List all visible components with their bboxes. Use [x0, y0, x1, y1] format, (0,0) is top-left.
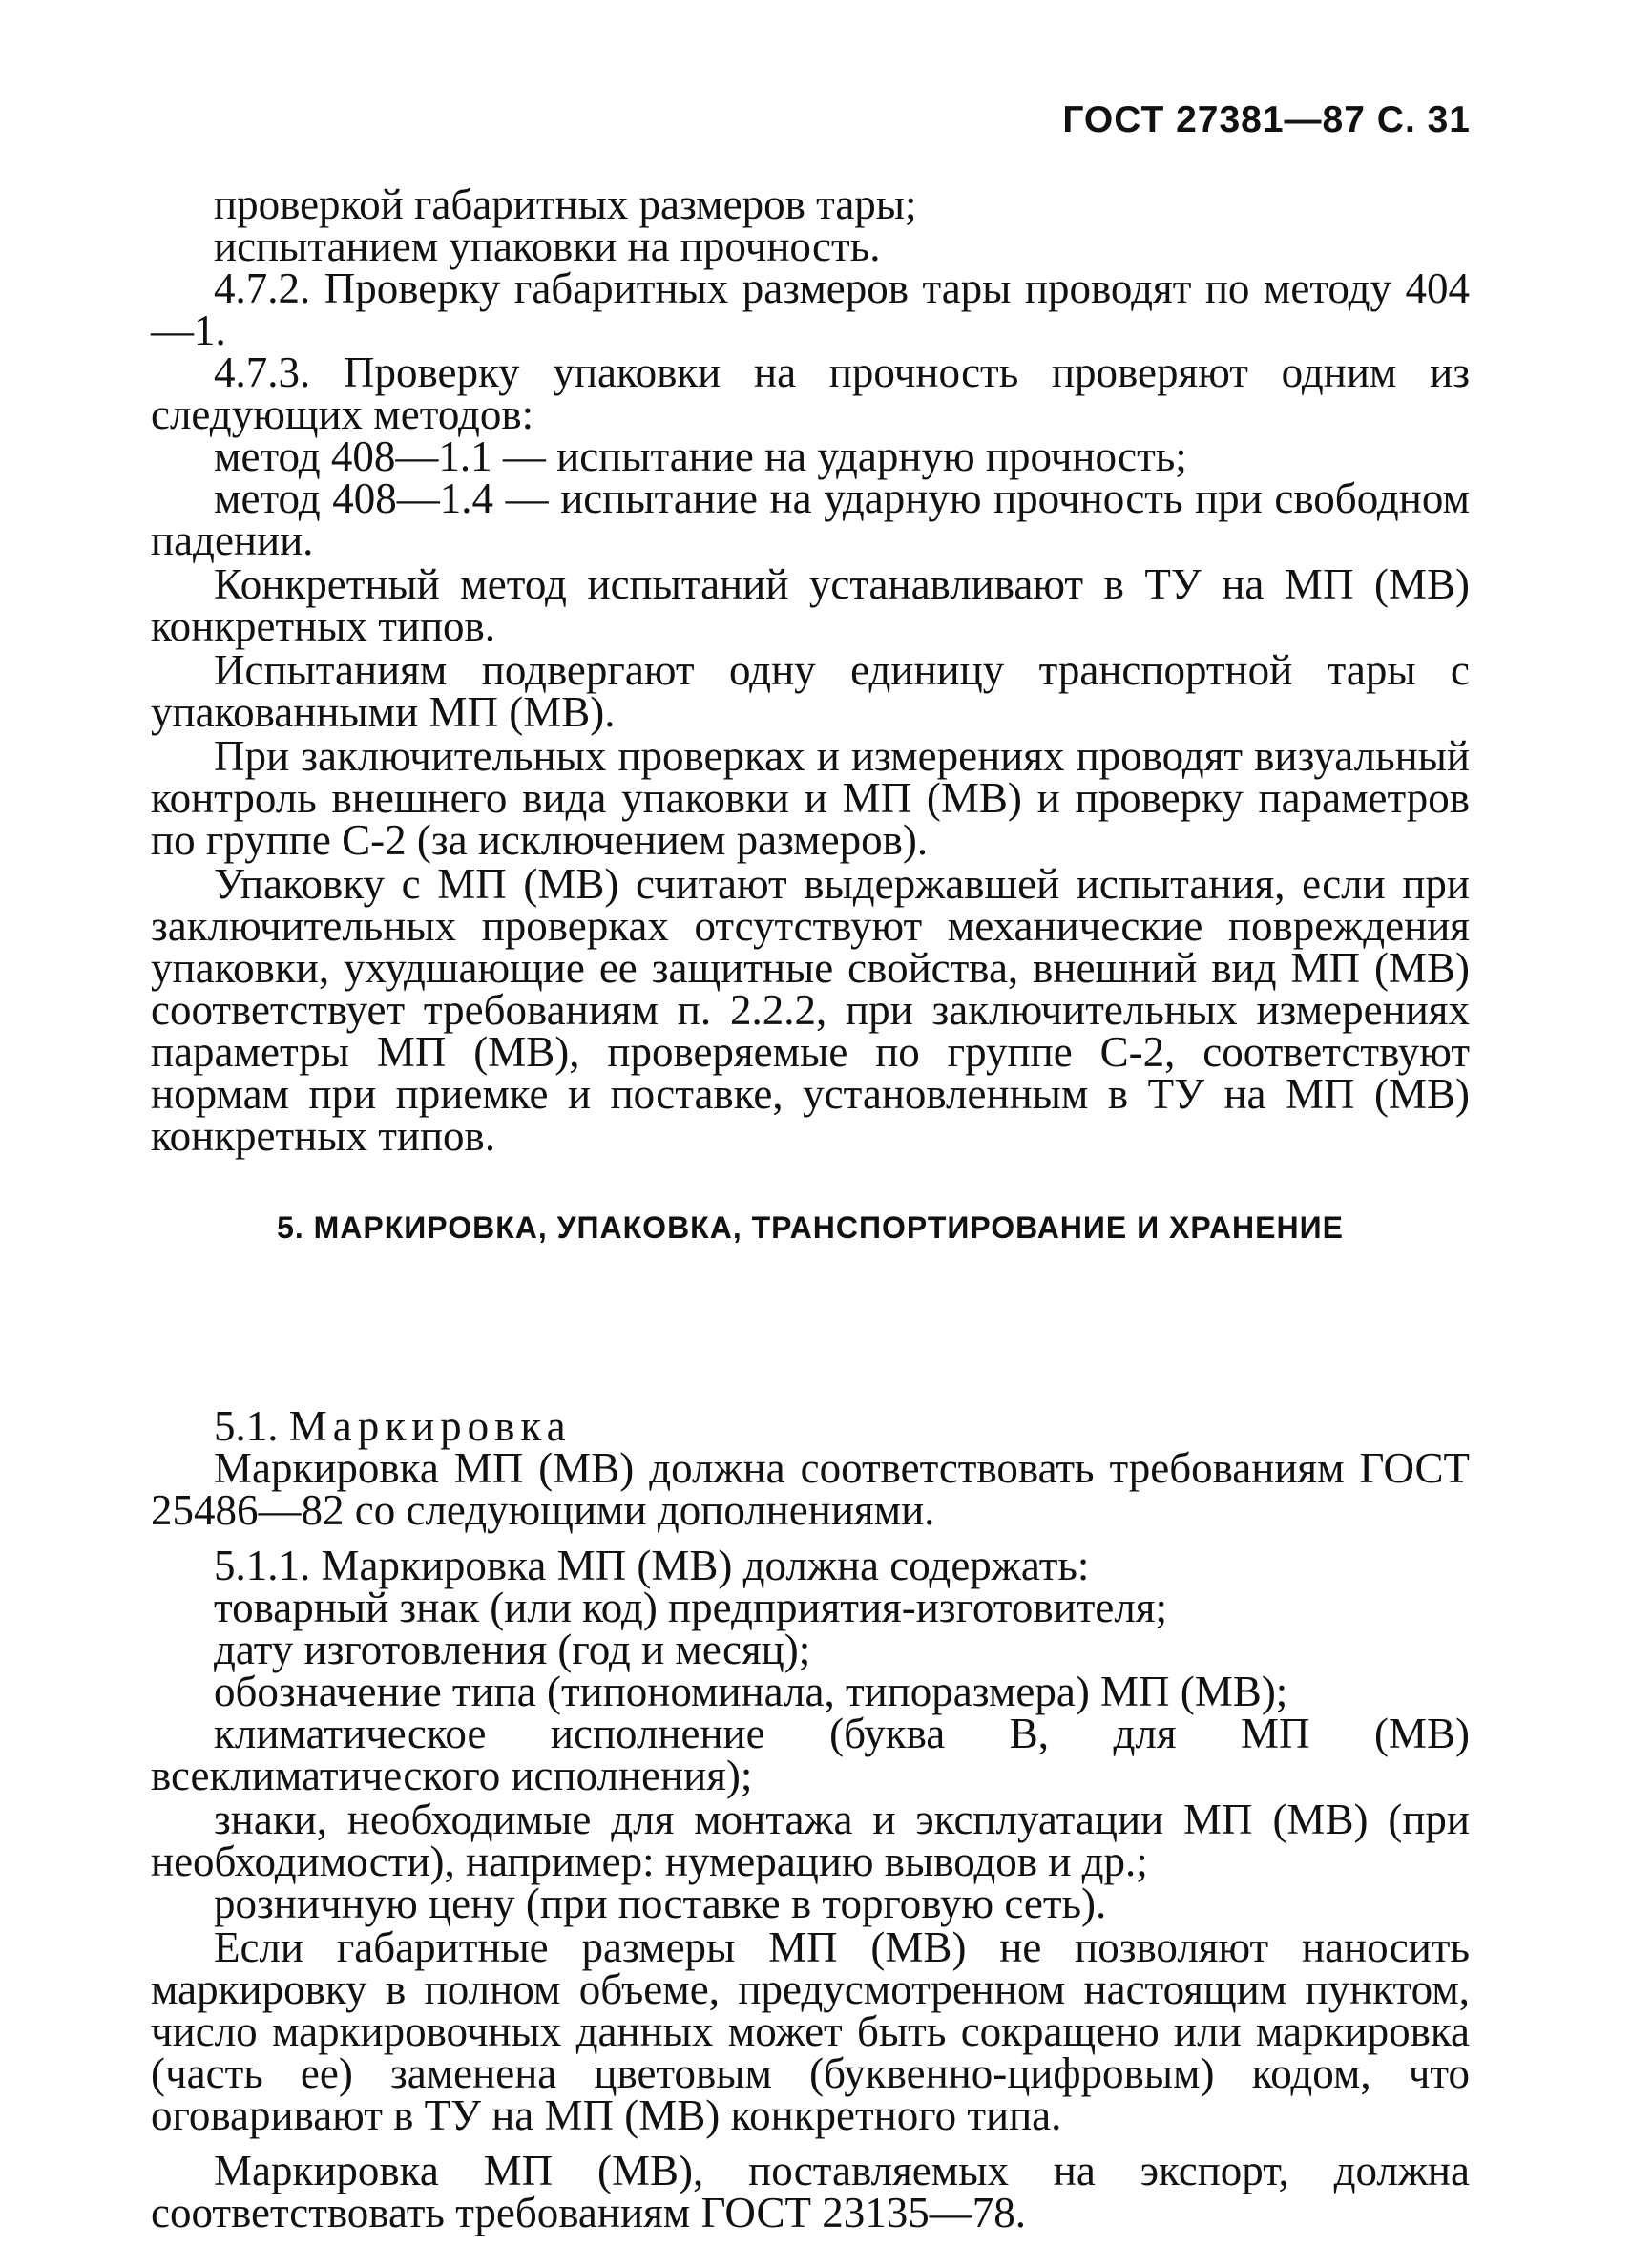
section-heading: 5. МАРКИРОВКА, УПАКОВКА, ТРАНСПОРТИРОВАНИЕ И ХРАНЕНИЕ — [277, 1210, 1344, 1245]
paragraph: проверкой габаритных размеров тары; — [214, 180, 917, 228]
paragraph: Испытаниям подвергают одну единицу транспортной тары с упакованными МП (МВ). — [151, 646, 1470, 736]
section-5-text — [151, 1402, 1470, 2236]
paragraph: испытанием упаковки на прочность. — [214, 222, 881, 270]
list-item: розничную цену (при поставке в торговую сеть). — [214, 1880, 1107, 1927]
paragraph: При заключительных проверках и измерениях проводят визуальный контроль внешнего вида упаковки и МП (МВ) и проверку параметров по группе С-2 (за исключением размеров). — [151, 732, 1470, 864]
paragraph: метод 408—1.1 — испытание на ударную прочность; — [214, 432, 1187, 480]
paragraph: 5.1.1. Маркировка МП (МВ) должна содержать: — [214, 1542, 1090, 1589]
paragraph: Маркировка МП (МВ), поставляемых на экспорт, должна соответствовать требованиям ГОСТ 23135—78. — [151, 2147, 1470, 2236]
list-item: дату изготовления (год и месяц); — [214, 1626, 811, 1673]
paragraph: Маркировка МП (МВ) должна соответствовать требованиям ГОСТ 25486—82 со следующими дополнениями. — [151, 1444, 1470, 1534]
list-item: знаки, необходимые для монтажа и эксплуатации МП (МВ) (при необходимости), например: нумерацию выводов и др.; — [151, 1796, 1470, 1885]
list-item: обозначение типа (типономинала, типоразмера) МП (МВ); — [214, 1668, 1288, 1715]
paragraph: 4.7.3. Проверку упаковки на прочность проверяют одним из следующих методов: — [151, 348, 1470, 438]
section-4-7-text — [151, 180, 1470, 1160]
subsection-number: 5.1. — [214, 1402, 279, 1450]
list-item: товарный знак (или код) предприятия-изготовителя; — [214, 1584, 1168, 1631]
subsection-name: Маркировка — [288, 1402, 572, 1450]
paragraph: 4.7.2. Проверку габаритных размеров тары проводят по методу 404—1. — [151, 264, 1470, 354]
running-header: ГОСТ 27381—87 С. 31 — [1062, 99, 1471, 140]
paragraph: метод 408—1.4 — испытание на ударную прочность при свободном падении. — [151, 474, 1470, 564]
subsection-title — [151, 1402, 1470, 1450]
list-item: климатическое исполнение (буква В, для МП (МВ) всеклиматического исполнения); — [151, 1710, 1470, 1799]
paragraph: Конкретный метод испытаний устанавливают в ТУ на МП (МВ) конкретных типов. — [151, 560, 1470, 650]
paragraph: Если габаритные размеры МП (МВ) не позволяют наносить маркировку в полном объеме, предусмотренном настоящим пунктом, число маркировочных данных может быть сокращено или маркировка (часть ее) заменена цветовым (буквенно-цифровым) кодом, что оговаривают в ТУ на МП (МВ) конкретного типа. — [151, 1923, 1470, 2139]
paragraph: Упаковку с МП (МВ) считают выдержавшей испытания, если при заключительных проверках отсутствуют механические повреждения упаковки, ухудшающие ее защитные свойства, внешний вид МП (МВ) соответствует требованиям п. 2.2.2, при заключительных измерениях параметры МП (МВ), проверяемые по группе С-2, соответствуют нормам при приемке и поставке, установленным в ТУ на МП (МВ) конкретных типов. — [151, 860, 1470, 1160]
